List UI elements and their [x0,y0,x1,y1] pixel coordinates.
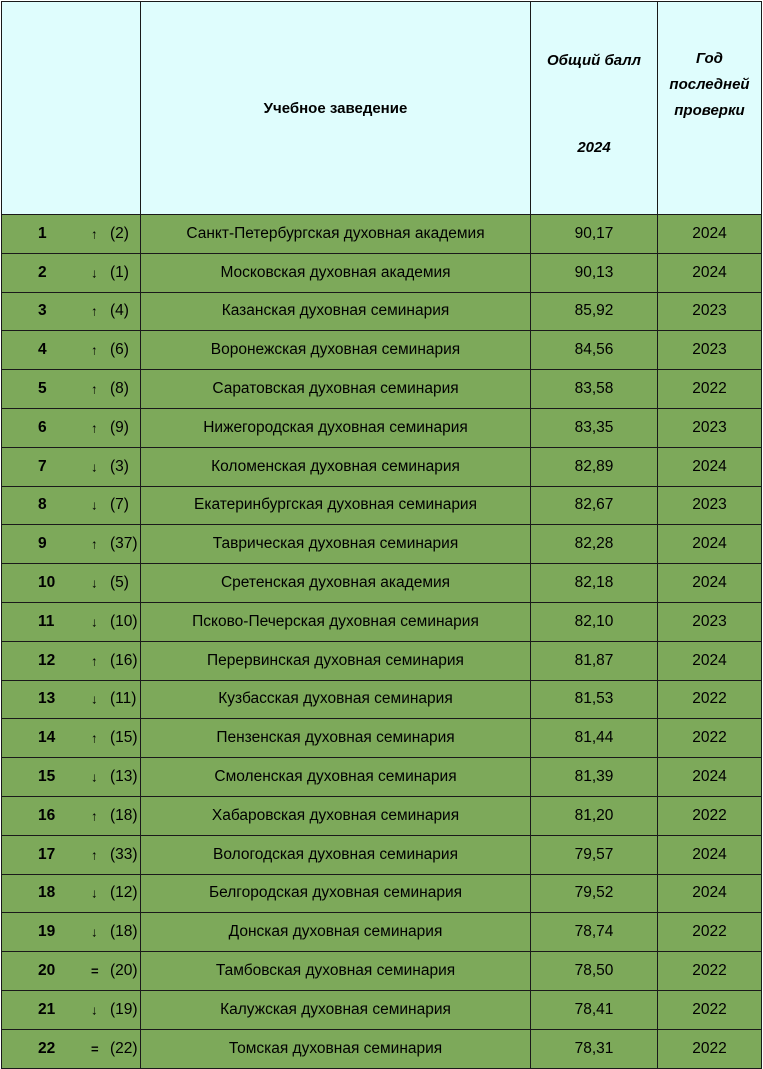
table-row [2,719,762,758]
rank-change-icon: ↑ [91,808,98,824]
total-score: 82,28 [531,525,658,564]
rank-cell [2,1029,141,1068]
total-score: 78,50 [531,952,658,991]
rank-cell [2,253,141,292]
table-row [2,952,762,991]
last-check-year: 2022 [658,990,762,1029]
previous-rank: (3) [110,457,129,475]
rank-number: 14 [38,729,56,747]
rank-change-icon: ↑ [91,342,98,358]
table-row [2,796,762,835]
total-score: 78,74 [531,913,658,952]
last-check-year: 2022 [658,680,762,719]
total-score: 84,56 [531,331,658,370]
rank-number: 15 [38,768,56,786]
table-row [2,835,762,874]
header-score [531,2,658,215]
rank-cell [2,758,141,797]
institution-name: Томская духовная семинария [141,1029,531,1068]
previous-rank: (9) [110,418,129,436]
rank-number: 13 [38,690,56,708]
previous-rank: (1) [110,263,129,281]
table-row [2,602,762,641]
rank-change-icon: ↑ [91,847,98,863]
rank-cell [2,719,141,758]
rank-number: 1 [38,224,47,242]
rank-number: 10 [38,574,56,592]
rank-number: 6 [38,418,47,436]
institution-name: Сретенская духовная академия [141,564,531,603]
table-row [2,680,762,719]
last-check-year: 2024 [658,447,762,486]
total-score: 90,13 [531,253,658,292]
institution-name: Пензенская духовная семинария [141,719,531,758]
header-institution: Учебное заведение [141,2,531,215]
previous-rank: (33) [110,845,138,863]
rank-change-icon: = [91,1041,99,1057]
last-check-year: 2024 [658,641,762,680]
total-score: 83,58 [531,370,658,409]
institution-name: Хабаровская духовная семинария [141,796,531,835]
table-row [2,408,762,447]
rank-number: 4 [38,341,47,359]
rank-cell [2,215,141,254]
previous-rank: (2) [110,224,129,242]
table-row [2,292,762,331]
rank-cell [2,486,141,525]
institution-name: Санкт-Петербургская духовная академия [141,215,531,254]
rank-change-icon: ↑ [91,303,98,319]
total-score: 79,52 [531,874,658,913]
total-score: 82,10 [531,602,658,641]
table-row [2,1029,762,1068]
header-year-line2: последней [669,76,750,93]
rank-number: 3 [38,302,47,320]
rank-cell [2,331,141,370]
rank-cell [2,835,141,874]
total-score: 83,35 [531,408,658,447]
table-row [2,525,762,564]
institution-name: Московская духовная академия [141,253,531,292]
last-check-year: 2024 [658,525,762,564]
rank-number: 12 [38,651,56,669]
institution-name: Белгородская духовная семинария [141,874,531,913]
total-score: 82,89 [531,447,658,486]
rank-change-icon: ↑ [91,536,98,552]
rank-cell [2,990,141,1029]
institution-name: Донская духовная семинария [141,913,531,952]
previous-rank: (7) [110,496,129,514]
previous-rank: (12) [110,884,138,902]
last-check-year: 2024 [658,253,762,292]
header-score-year: 2024 [577,139,611,156]
last-check-year: 2023 [658,602,762,641]
table-row [2,874,762,913]
last-check-year: 2022 [658,796,762,835]
previous-rank: (19) [110,1000,138,1018]
institution-name: Саратовская духовная семинария [141,370,531,409]
last-check-year: 2024 [658,758,762,797]
institution-name: Калужская духовная семинария [141,990,531,1029]
rank-number: 9 [38,535,47,553]
table-body [2,215,762,1069]
rank-change-icon: ↓ [91,769,98,785]
rank-change-icon: ↓ [91,1002,98,1018]
rank-cell [2,602,141,641]
rank-number: 8 [38,496,47,514]
total-score: 81,20 [531,796,658,835]
last-check-year: 2024 [658,564,762,603]
institution-name: Псково-Печерская духовная семинария [141,602,531,641]
previous-rank: (11) [110,690,137,708]
previous-rank: (18) [110,923,138,941]
rank-cell [2,680,141,719]
institution-name: Воронежская духовная семинария [141,331,531,370]
last-check-year: 2024 [658,874,762,913]
table-row [2,253,762,292]
previous-rank: (13) [110,768,138,786]
rank-change-icon: ↓ [91,265,98,281]
total-score: 81,44 [531,719,658,758]
header-score-title: Общий балл [547,52,641,69]
rank-number: 18 [38,884,56,902]
rank-change-icon: ↑ [91,730,98,746]
total-score: 81,87 [531,641,658,680]
table-row [2,486,762,525]
total-score: 78,41 [531,990,658,1029]
previous-rank: (16) [110,651,138,669]
total-score: 78,31 [531,1029,658,1068]
table-row [2,215,762,254]
rank-change-icon: ↓ [91,497,98,513]
rank-number: 21 [38,1000,56,1018]
institution-name: Вологодская духовная семинария [141,835,531,874]
rank-change-icon: ↑ [91,381,98,397]
last-check-year: 2022 [658,1029,762,1068]
last-check-year: 2023 [658,292,762,331]
rank-cell [2,447,141,486]
table-row [2,913,762,952]
rank-number: 22 [38,1039,56,1057]
rank-number: 20 [38,962,56,980]
total-score: 79,57 [531,835,658,874]
rank-change-icon: ↑ [91,653,98,669]
rank-change-icon: ↑ [91,226,98,242]
previous-rank: (4) [110,302,129,320]
rank-change-icon: ↓ [91,885,98,901]
previous-rank: (8) [110,380,129,398]
institution-name: Екатеринбургская духовная семинария [141,486,531,525]
rank-cell [2,292,141,331]
institution-name: Тамбовская духовная семинария [141,952,531,991]
rank-number: 5 [38,380,47,398]
previous-rank: (5) [110,574,129,592]
institution-name: Таврическая духовная семинария [141,525,531,564]
rank-number: 19 [38,923,56,941]
last-check-year: 2024 [658,835,762,874]
institution-name: Кузбасская духовная семинария [141,680,531,719]
rank-change-icon: ↓ [91,459,98,475]
last-check-year: 2022 [658,952,762,991]
last-check-year: 2023 [658,486,762,525]
last-check-year: 2022 [658,913,762,952]
rank-cell [2,564,141,603]
previous-rank: (37) [110,535,138,553]
total-score: 90,17 [531,215,658,254]
rank-change-icon: ↓ [91,691,98,707]
header-last-check-year [658,2,762,215]
rank-cell [2,952,141,991]
last-check-year: 2022 [658,370,762,409]
rank-cell [2,370,141,409]
previous-rank: (20) [110,962,138,980]
rank-cell [2,525,141,564]
rank-cell [2,408,141,447]
header-year-line3: проверки [674,102,745,119]
rank-cell [2,796,141,835]
header-rank-cell [2,2,141,215]
rank-change-icon: = [91,963,99,979]
previous-rank: (15) [110,729,138,747]
total-score: 81,53 [531,680,658,719]
total-score: 82,18 [531,564,658,603]
last-check-year: 2023 [658,408,762,447]
institution-name: Перервинская духовная семинария [141,641,531,680]
institution-name: Смоленская духовная семинария [141,758,531,797]
ranking-table [1,1,762,1069]
rank-cell [2,641,141,680]
rank-change-icon: ↓ [91,614,98,630]
table-row [2,990,762,1029]
rank-number: 11 [38,612,55,630]
last-check-year: 2024 [658,215,762,254]
table-row [2,564,762,603]
institution-name: Нижегородская духовная семинария [141,408,531,447]
rank-number: 2 [38,263,47,281]
rank-number: 17 [38,845,56,863]
previous-rank: (22) [110,1039,138,1057]
institution-name: Коломенская духовная семинария [141,447,531,486]
table-row [2,758,762,797]
rank-cell [2,913,141,952]
header-row [2,2,762,215]
previous-rank: (18) [110,806,138,824]
header-year-line1: Год [696,50,723,67]
rank-number: 7 [38,457,47,475]
institution-name: Казанская духовная семинария [141,292,531,331]
previous-rank: (10) [110,612,138,630]
last-check-year: 2022 [658,719,762,758]
rank-cell [2,874,141,913]
total-score: 81,39 [531,758,658,797]
table-row [2,370,762,409]
rank-change-icon: ↓ [91,924,98,940]
total-score: 82,67 [531,486,658,525]
rank-number: 16 [38,806,56,824]
last-check-year: 2023 [658,331,762,370]
table-row [2,331,762,370]
previous-rank: (6) [110,341,129,359]
rank-change-icon: ↓ [91,575,98,591]
rank-change-icon: ↑ [91,420,98,436]
total-score: 85,92 [531,292,658,331]
table-row [2,447,762,486]
table-row [2,641,762,680]
